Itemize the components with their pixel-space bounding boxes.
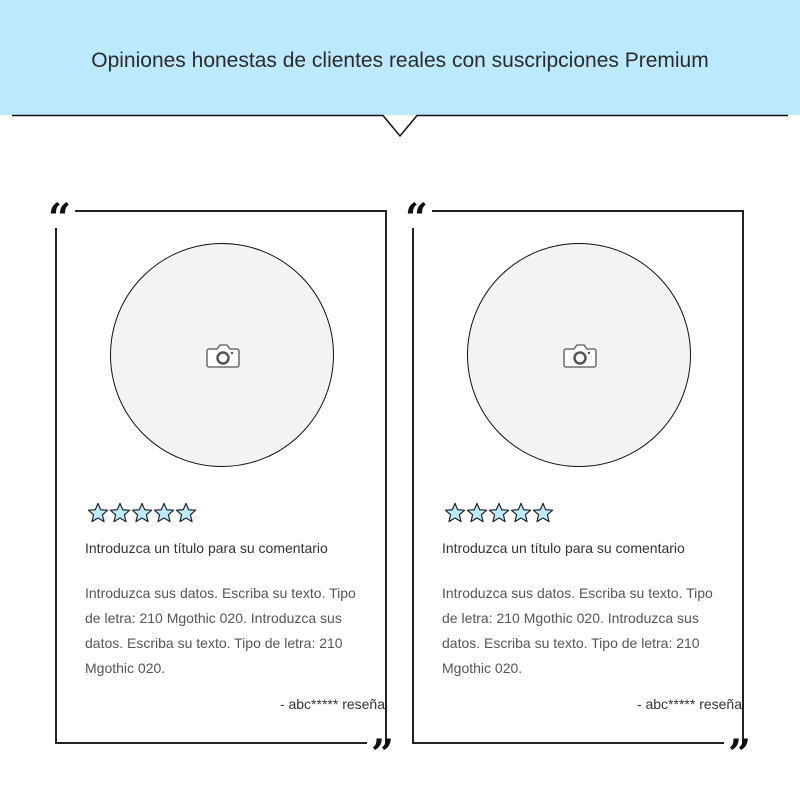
card-border-left	[55, 228, 57, 743]
card-border-right	[385, 210, 387, 743]
star-icon	[153, 502, 175, 523]
close-quote-icon: ”	[371, 731, 395, 778]
review-signature: - abc***** reseña	[279, 696, 385, 712]
review-body: Introduzca sus datos. Escriba su texto. Tipo de letra: 210 Mgothic 020. Introduzca sus datos. Escriba su texto. Tipo de letra: 210 Mgothic 020.	[85, 585, 356, 676]
star-icon	[510, 502, 532, 523]
review-body: Introduzca sus datos. Escriba su texto. Tipo de letra: 210 Mgothic 020. Introduzca sus datos. Escriba su texto. Tipo de letra: 210 Mgothic 020.	[442, 585, 713, 676]
card-border-right	[742, 210, 744, 743]
star-icon	[466, 502, 488, 523]
card-border-bottom	[55, 742, 367, 744]
star-icon	[175, 502, 197, 523]
star-icon	[87, 502, 109, 523]
open-quote-icon: “	[48, 195, 72, 242]
open-quote-icon: “	[405, 195, 429, 242]
close-quote-icon: ”	[728, 731, 752, 778]
review-title: Introduzca un título para su comentario	[442, 540, 685, 556]
star-rating	[87, 502, 197, 523]
review-card	[405, 195, 772, 778]
card-border-top	[75, 210, 386, 212]
card-border-bottom	[412, 742, 724, 744]
camera-icon	[563, 343, 597, 369]
header-banner	[0, 0, 800, 115]
star-icon	[488, 502, 510, 523]
page-title: Opiniones honestas de clientes reales con suscripciones Premium	[91, 49, 709, 72]
camera-icon	[206, 343, 240, 369]
review-signature: - abc***** reseña	[636, 696, 742, 712]
star-icon	[109, 502, 131, 523]
card-border-left	[412, 228, 414, 743]
star-icon	[131, 502, 153, 523]
review-card	[48, 195, 415, 778]
star-rating	[444, 502, 554, 523]
star-icon	[444, 502, 466, 523]
review-title: Introduzca un título para su comentario	[85, 540, 328, 556]
header-divider-arrow	[0, 100, 800, 140]
star-icon	[532, 502, 554, 523]
card-border-top	[432, 210, 743, 212]
